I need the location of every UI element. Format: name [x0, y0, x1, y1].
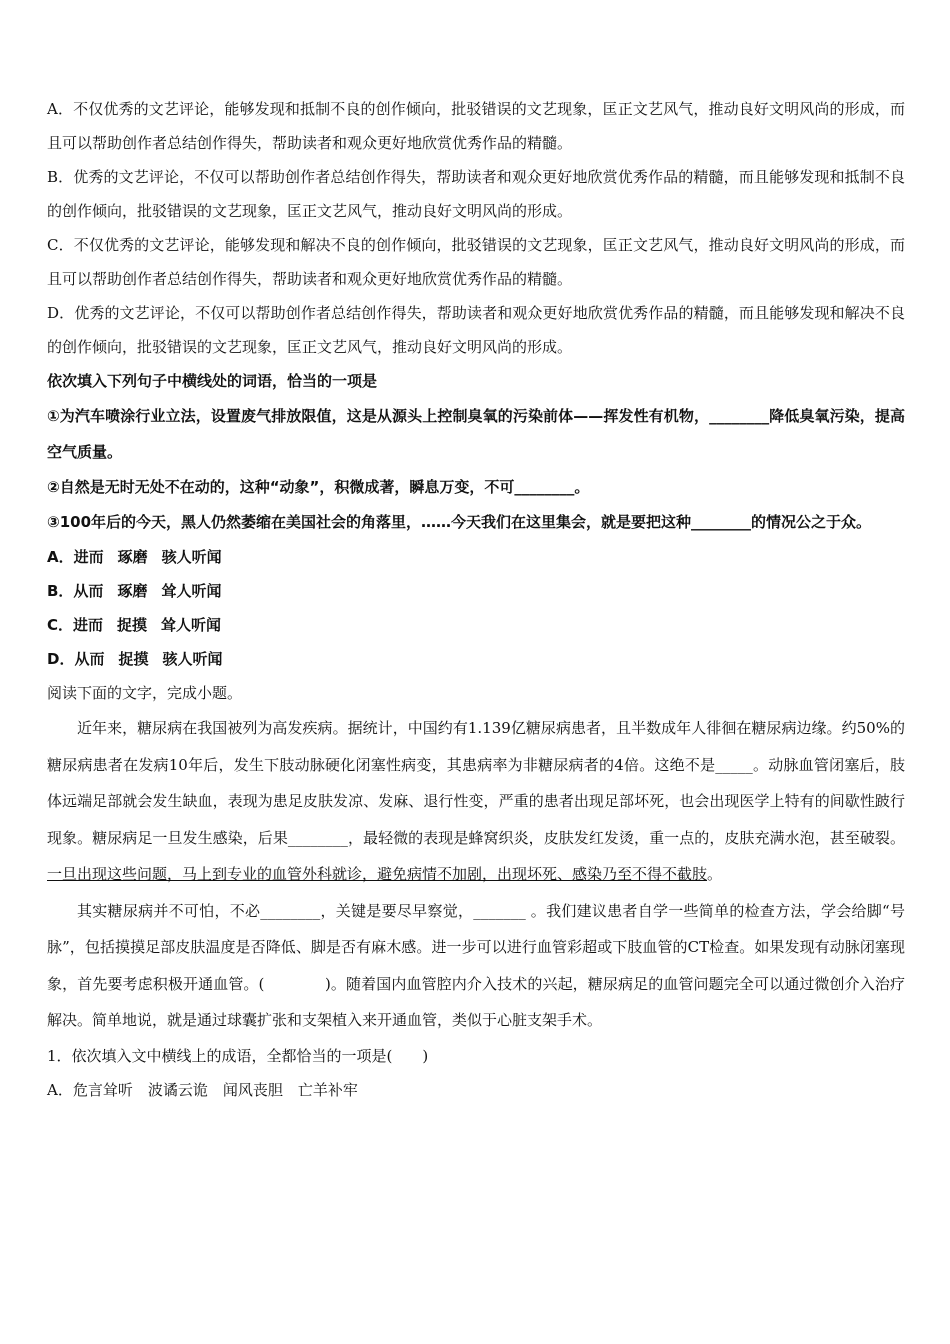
option-word: 耸人听闻	[161, 582, 222, 600]
reading-intro: 阅读下面的文字，完成小题。	[47, 684, 243, 702]
option-word: 骇人听闻	[161, 548, 222, 566]
passage-paragraph-2: 其实糖尿病并不可怕，不必________，关键是要尽早察觉，_______ 。我们建议患者自学一些简单的检查方法，学会给脚“号脉”，包括摸摸足部皮肤温度是否降低、脚是否有麻木感。进一步可以进行血管彩超或下肢血管的CT检查。如果发现有动脉闭塞现象，首先要考虑积极开通血管。( )。随着国内血管腔内介入技术的兴起，糖尿病足的血管问题完全可以通过微创介入治疗解决。简单地说，就是通过球囊扩张和支架植入来开通血管，类似于心脏支架手术。	[47, 901, 905, 1029]
option-row-d	[47, 642, 905, 676]
option-d: D．优秀的文艺评论，不仅可以帮助创作者总结创作得失，帮助读者和观众更好地欣赏优秀作品的精髓，而且能够发现和解决不良的创作倾向，批驳错误的文艺现象，匡正文艺风气，推动良好文明风尚的形成。	[47, 304, 905, 356]
option-word: 骇人听闻	[162, 650, 223, 668]
question-1-option-a: A．危言耸听 波谲云诡 闻风丧胆 亡羊补牢	[47, 1080, 358, 1099]
option-row-a	[47, 540, 905, 574]
question-stem: 依次填入下列句子中横线处的词语，恰当的一项是	[47, 372, 378, 390]
option-word: 耸人听闻	[161, 616, 222, 634]
option-word: 琢磨	[117, 548, 148, 566]
option-a: A．不仅优秀的文艺评论，能够发现和抵制不良的创作倾向，批驳错误的文艺现象，匡正文艺风气，推动良好文明风尚的形成，而且可以帮助创作者总结创作得失，帮助读者和观众更好地欣赏优秀作品的精髓。	[47, 100, 905, 152]
sentence-2: ②自然是无时无处不在动的，这种“动象”，积微成著，瞬息万变，不可________。	[47, 478, 590, 496]
passage-paragraph-1	[47, 710, 905, 893]
option-word: 琢磨	[117, 582, 148, 600]
option-c: C．不仅优秀的文艺评论，能够发现和解决不良的创作倾向，批驳错误的文艺现象，匡正文艺风气，推动良好文明风尚的形成，而且可以帮助创作者总结创作得失，帮助读者和观众更好地欣赏优秀作品的精髓。	[47, 236, 905, 288]
passage-text: 近年来，糖尿病在我国被列为高发疾病。据统计，中国约有1.139亿糖尿病患者，且半数成年人徘徊在糖尿病边缘。约50%的糖尿病患者在发病10年后，发生下肢动脉硬化闭塞性病变，其患病率为非糖尿病者的4倍。这绝不是_____。动脉血管闭塞后，肢体远端足部就会发生缺血，表现为患足皮肤发凉、发麻、退行性变，严重的患者出现足部坏死，也会出现医学上特有的间歇性跛行现象。糖尿病足一旦发生感染，后果________，最轻微的表现是蜂窝织炎，皮肤发红发烫，重一点的，皮肤充满水泡，甚至破裂。	[47, 719, 905, 847]
option-row-c	[47, 608, 905, 642]
document-page	[47, 92, 905, 1107]
sentence-3: ③100年后的今天，黑人仍然萎缩在美国社会的角落里，……今天我们在这里集会，就是要把这种________的情况公之于众。	[47, 513, 872, 531]
option-label: C．进而	[47, 616, 104, 634]
option-word: 捉摸	[117, 616, 148, 634]
option-row-b	[47, 574, 905, 608]
passage-text: 。	[707, 865, 723, 883]
sentence-1: ①为汽车喷涂行业立法，设置废气排放限值，这是从源头上控制臭氧的污染前体——挥发性有机物，________降低臭氧污染，提高空气质量。	[47, 407, 905, 461]
option-word: 捉摸	[118, 650, 149, 668]
question-1: 1．依次填入文中横线上的成语，全都恰当的一项是( )	[47, 1046, 429, 1065]
underlined-sentence: 一旦出现这些问题，马上到专业的血管外科就诊，避免病情不加剧，出现坏死、感染乃至不得不截肢	[47, 865, 708, 883]
option-b: B．优秀的文艺评论，不仅可以帮助创作者总结创作得失，帮助读者和观众更好地欣赏优秀作品的精髓，而且能够发现和抵制不良的创作倾向，批驳错误的文艺现象，匡正文艺风气，推动良好文明风尚的形成。	[47, 168, 905, 220]
option-label: B．从而	[47, 582, 104, 600]
option-label: D．从而	[47, 650, 105, 668]
option-label: A．进而	[47, 548, 104, 566]
